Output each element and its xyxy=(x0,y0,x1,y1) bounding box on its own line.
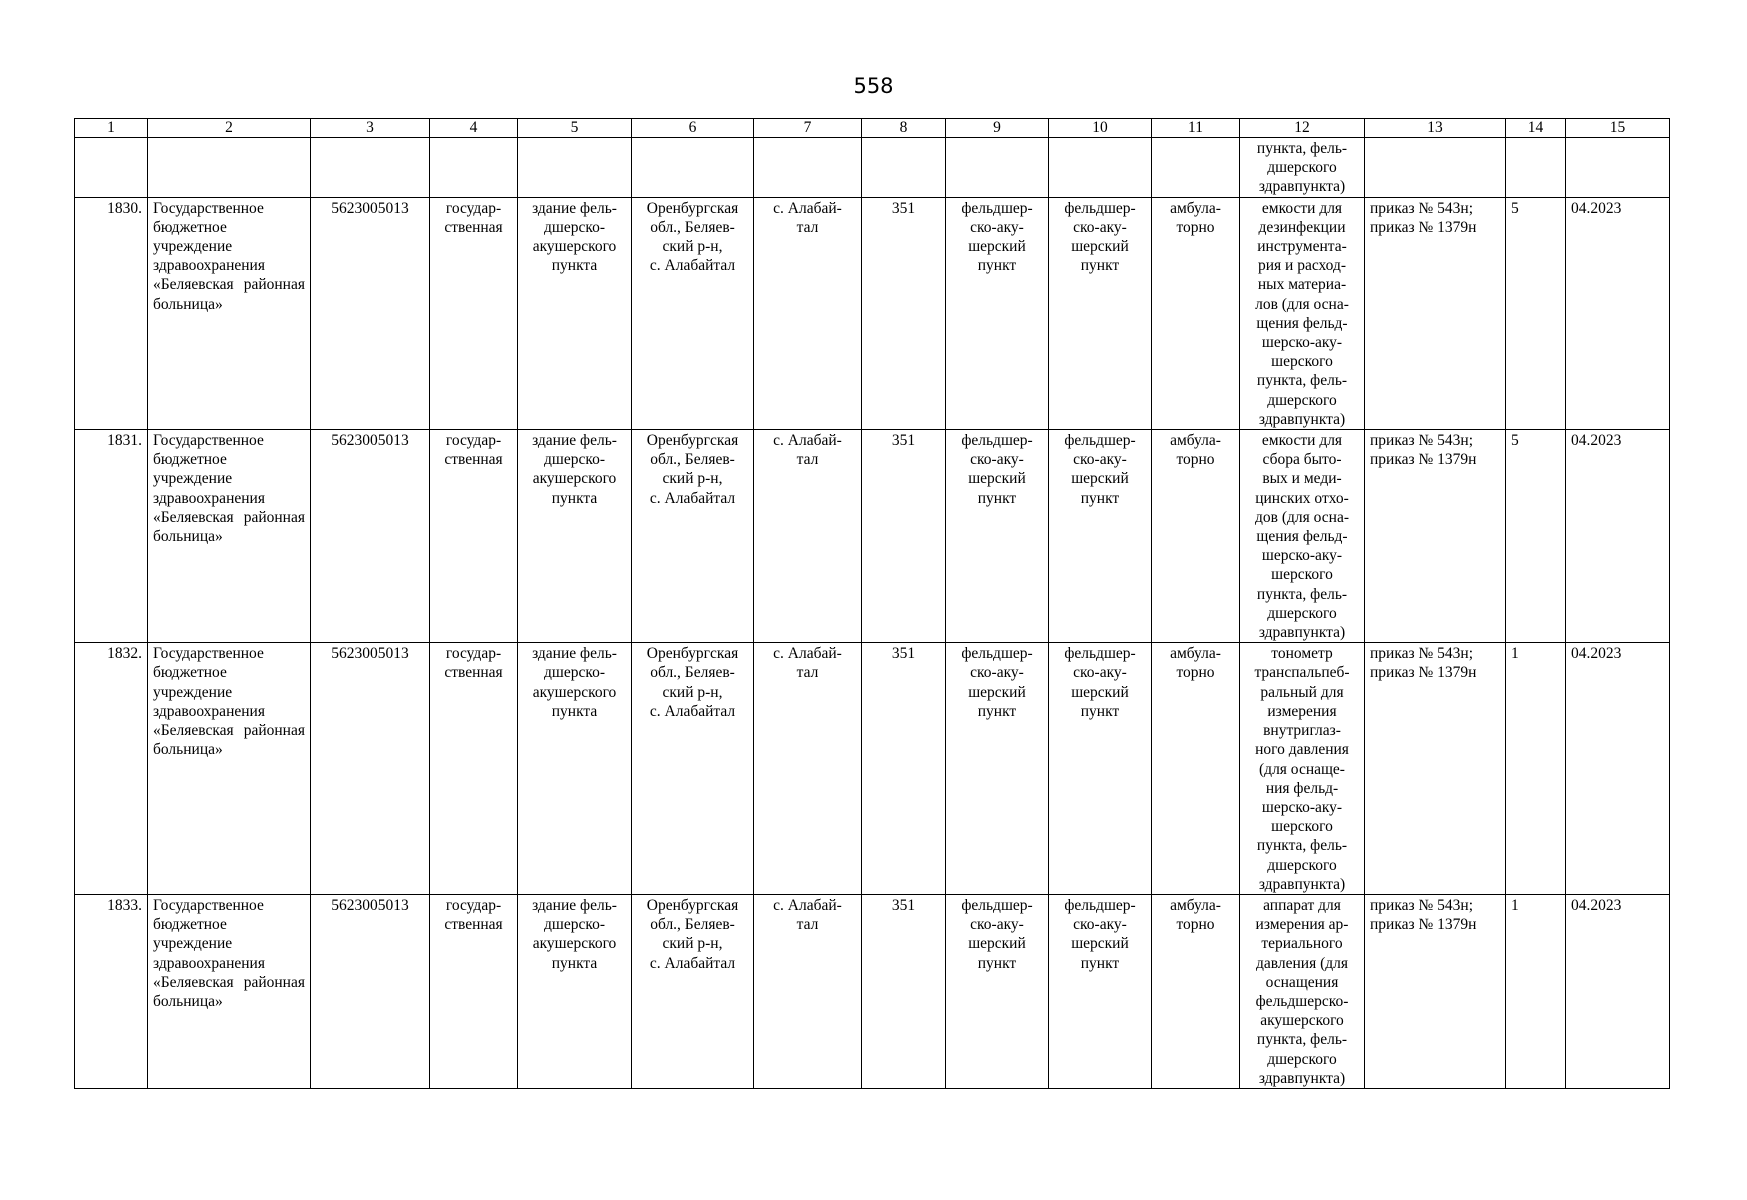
date-cell: 04.2023 xyxy=(1566,894,1670,1088)
code-cell: 351 xyxy=(862,430,946,643)
date-cell: 04.2023 xyxy=(1566,197,1670,429)
column-header: 1 xyxy=(75,119,148,138)
quantity-cell: 1 xyxy=(1506,894,1566,1088)
quantity-cell: 5 xyxy=(1506,197,1566,429)
column-header: 4 xyxy=(430,119,518,138)
facility-profile-cell: фельдшер- ско-аку- шерский пункт xyxy=(1049,894,1152,1088)
inn-cell: 5623005013 xyxy=(311,643,430,895)
equipment-item-cell: тонометр транспальпеб- ральный для измерения внутриглаз- ного давления (для оснаще- ния фельд- шерско-аку- шерского пункта, фель- дшерского здравпункта) xyxy=(1240,643,1365,895)
row-number-cell: 1832. xyxy=(75,643,148,895)
address-cell: Оренбургская обл., Беляев- ский р-н, с. Алабайтал xyxy=(632,430,754,643)
building-cell: здание фель- дшерско- акушерского пункта xyxy=(518,894,632,1088)
column-header: 11 xyxy=(1152,119,1240,138)
care-condition-cell: амбула- торно xyxy=(1152,894,1240,1088)
date-cell: 04.2023 xyxy=(1566,430,1670,643)
empty-cell xyxy=(430,138,518,198)
ownership-cell: государ- ственная xyxy=(430,643,518,895)
address-cell: Оренбургская обл., Беляев- ский р-н, с. Алабайтал xyxy=(632,894,754,1088)
equipment-item-cell: пункта, фель- дшерского здравпункта) xyxy=(1240,138,1365,198)
code-cell: 351 xyxy=(862,197,946,429)
ownership-cell: государ- ственная xyxy=(430,430,518,643)
building-cell: здание фель- дшерско- акушерского пункта xyxy=(518,197,632,429)
facility-type-cell: фельдшер- ско-аку- шерский пункт xyxy=(946,643,1049,895)
table-row xyxy=(75,643,1670,895)
order-cell: приказ № 543н; приказ № 1379н xyxy=(1365,430,1506,643)
facility-type-cell: фельдшер- ско-аку- шерский пункт xyxy=(946,197,1049,429)
column-header: 15 xyxy=(1566,119,1670,138)
empty-cell xyxy=(1566,138,1670,198)
ownership-cell: государ- ственная xyxy=(430,894,518,1088)
column-header: 2 xyxy=(148,119,311,138)
column-header: 3 xyxy=(311,119,430,138)
table-row xyxy=(75,197,1670,429)
date-cell: 04.2023 xyxy=(1566,643,1670,895)
table-row xyxy=(75,894,1670,1088)
empty-cell xyxy=(946,138,1049,198)
quantity-cell: 5 xyxy=(1506,430,1566,643)
column-header: 5 xyxy=(518,119,632,138)
empty-cell xyxy=(754,138,862,198)
facility-profile-cell: фельдшер- ско-аку- шерский пункт xyxy=(1049,430,1152,643)
facility-profile-cell: фельдшер- ско-аку- шерский пункт xyxy=(1049,197,1152,429)
row-number-cell: 1833. xyxy=(75,894,148,1088)
empty-cell xyxy=(311,138,430,198)
address-cell: Оренбургская обл., Беляев- ский р-н, с. Алабайтал xyxy=(632,197,754,429)
column-header: 6 xyxy=(632,119,754,138)
empty-cell xyxy=(148,138,311,198)
column-header: 12 xyxy=(1240,119,1365,138)
inn-cell: 5623005013 xyxy=(311,197,430,429)
column-header: 13 xyxy=(1365,119,1506,138)
code-cell: 351 xyxy=(862,894,946,1088)
empty-cell xyxy=(862,138,946,198)
organization-cell: Государственное бюджетное учреждение здравоохранения «Беляевская районная больница» xyxy=(148,894,311,1088)
column-number-header xyxy=(75,119,1670,138)
quantity-cell: 1 xyxy=(1506,643,1566,895)
column-header: 10 xyxy=(1049,119,1152,138)
organization-cell: Государственное бюджетное учреждение здравоохранения «Беляевская районная больница» xyxy=(148,430,311,643)
building-cell: здание фель- дшерско- акушерского пункта xyxy=(518,643,632,895)
equipment-item-cell: емкости для сбора быто- вых и меди- цинских отхо- дов (для осна- щения фельд- шерско-аку- шерского пункта, фель- дшерского здравпункта) xyxy=(1240,430,1365,643)
ownership-cell: государ- ственная xyxy=(430,197,518,429)
care-condition-cell: амбула- торно xyxy=(1152,643,1240,895)
locality-cell: с. Алабай- тал xyxy=(754,430,862,643)
code-cell: 351 xyxy=(862,643,946,895)
empty-cell xyxy=(1506,138,1566,198)
equipment-item-cell: аппарат для измерения ар- териального давления (для оснащения фельдшерско- акушерского пункта, фель- дшерского здравпункта) xyxy=(1240,894,1365,1088)
address-cell: Оренбургская обл., Беляев- ский р-н, с. Алабайтал xyxy=(632,643,754,895)
page-number: 558 xyxy=(853,74,894,98)
facility-type-cell: фельдшер- ско-аку- шерский пункт xyxy=(946,430,1049,643)
empty-cell xyxy=(1365,138,1506,198)
locality-cell: с. Алабай- тал xyxy=(754,643,862,895)
organization-cell: Государственное бюджетное учреждение здравоохранения «Беляевская районная больница» xyxy=(148,197,311,429)
row-number-cell: 1830. xyxy=(75,197,148,429)
column-header: 8 xyxy=(862,119,946,138)
organization-cell: Государственное бюджетное учреждение здравоохранения «Беляевская районная больница» xyxy=(148,643,311,895)
registry-table xyxy=(74,118,1670,1089)
care-condition-cell: амбула- торно xyxy=(1152,430,1240,643)
locality-cell: с. Алабай- тал xyxy=(754,894,862,1088)
inn-cell: 5623005013 xyxy=(311,894,430,1088)
equipment-item-cell: емкости для дезинфекции инструмента- рия и расход- ных материа- лов (для осна- щения фельд- шерско-аку- шерского пункта, фель- дшерского здравпункта) xyxy=(1240,197,1365,429)
column-header: 7 xyxy=(754,119,862,138)
empty-cell xyxy=(1049,138,1152,198)
empty-cell xyxy=(518,138,632,198)
continuation-row xyxy=(75,138,1670,198)
order-cell: приказ № 543н; приказ № 1379н xyxy=(1365,197,1506,429)
empty-cell xyxy=(75,138,148,198)
facility-profile-cell: фельдшер- ско-аку- шерский пункт xyxy=(1049,643,1152,895)
row-number-cell: 1831. xyxy=(75,430,148,643)
locality-cell: с. Алабай- тал xyxy=(754,197,862,429)
column-header: 9 xyxy=(946,119,1049,138)
care-condition-cell: амбула- торно xyxy=(1152,197,1240,429)
column-header: 14 xyxy=(1506,119,1566,138)
facility-type-cell: фельдшер- ско-аку- шерский пункт xyxy=(946,894,1049,1088)
order-cell: приказ № 543н; приказ № 1379н xyxy=(1365,894,1506,1088)
empty-cell xyxy=(632,138,754,198)
order-cell: приказ № 543н; приказ № 1379н xyxy=(1365,643,1506,895)
inn-cell: 5623005013 xyxy=(311,430,430,643)
table-row xyxy=(75,430,1670,643)
building-cell: здание фель- дшерско- акушерского пункта xyxy=(518,430,632,643)
empty-cell xyxy=(1152,138,1240,198)
